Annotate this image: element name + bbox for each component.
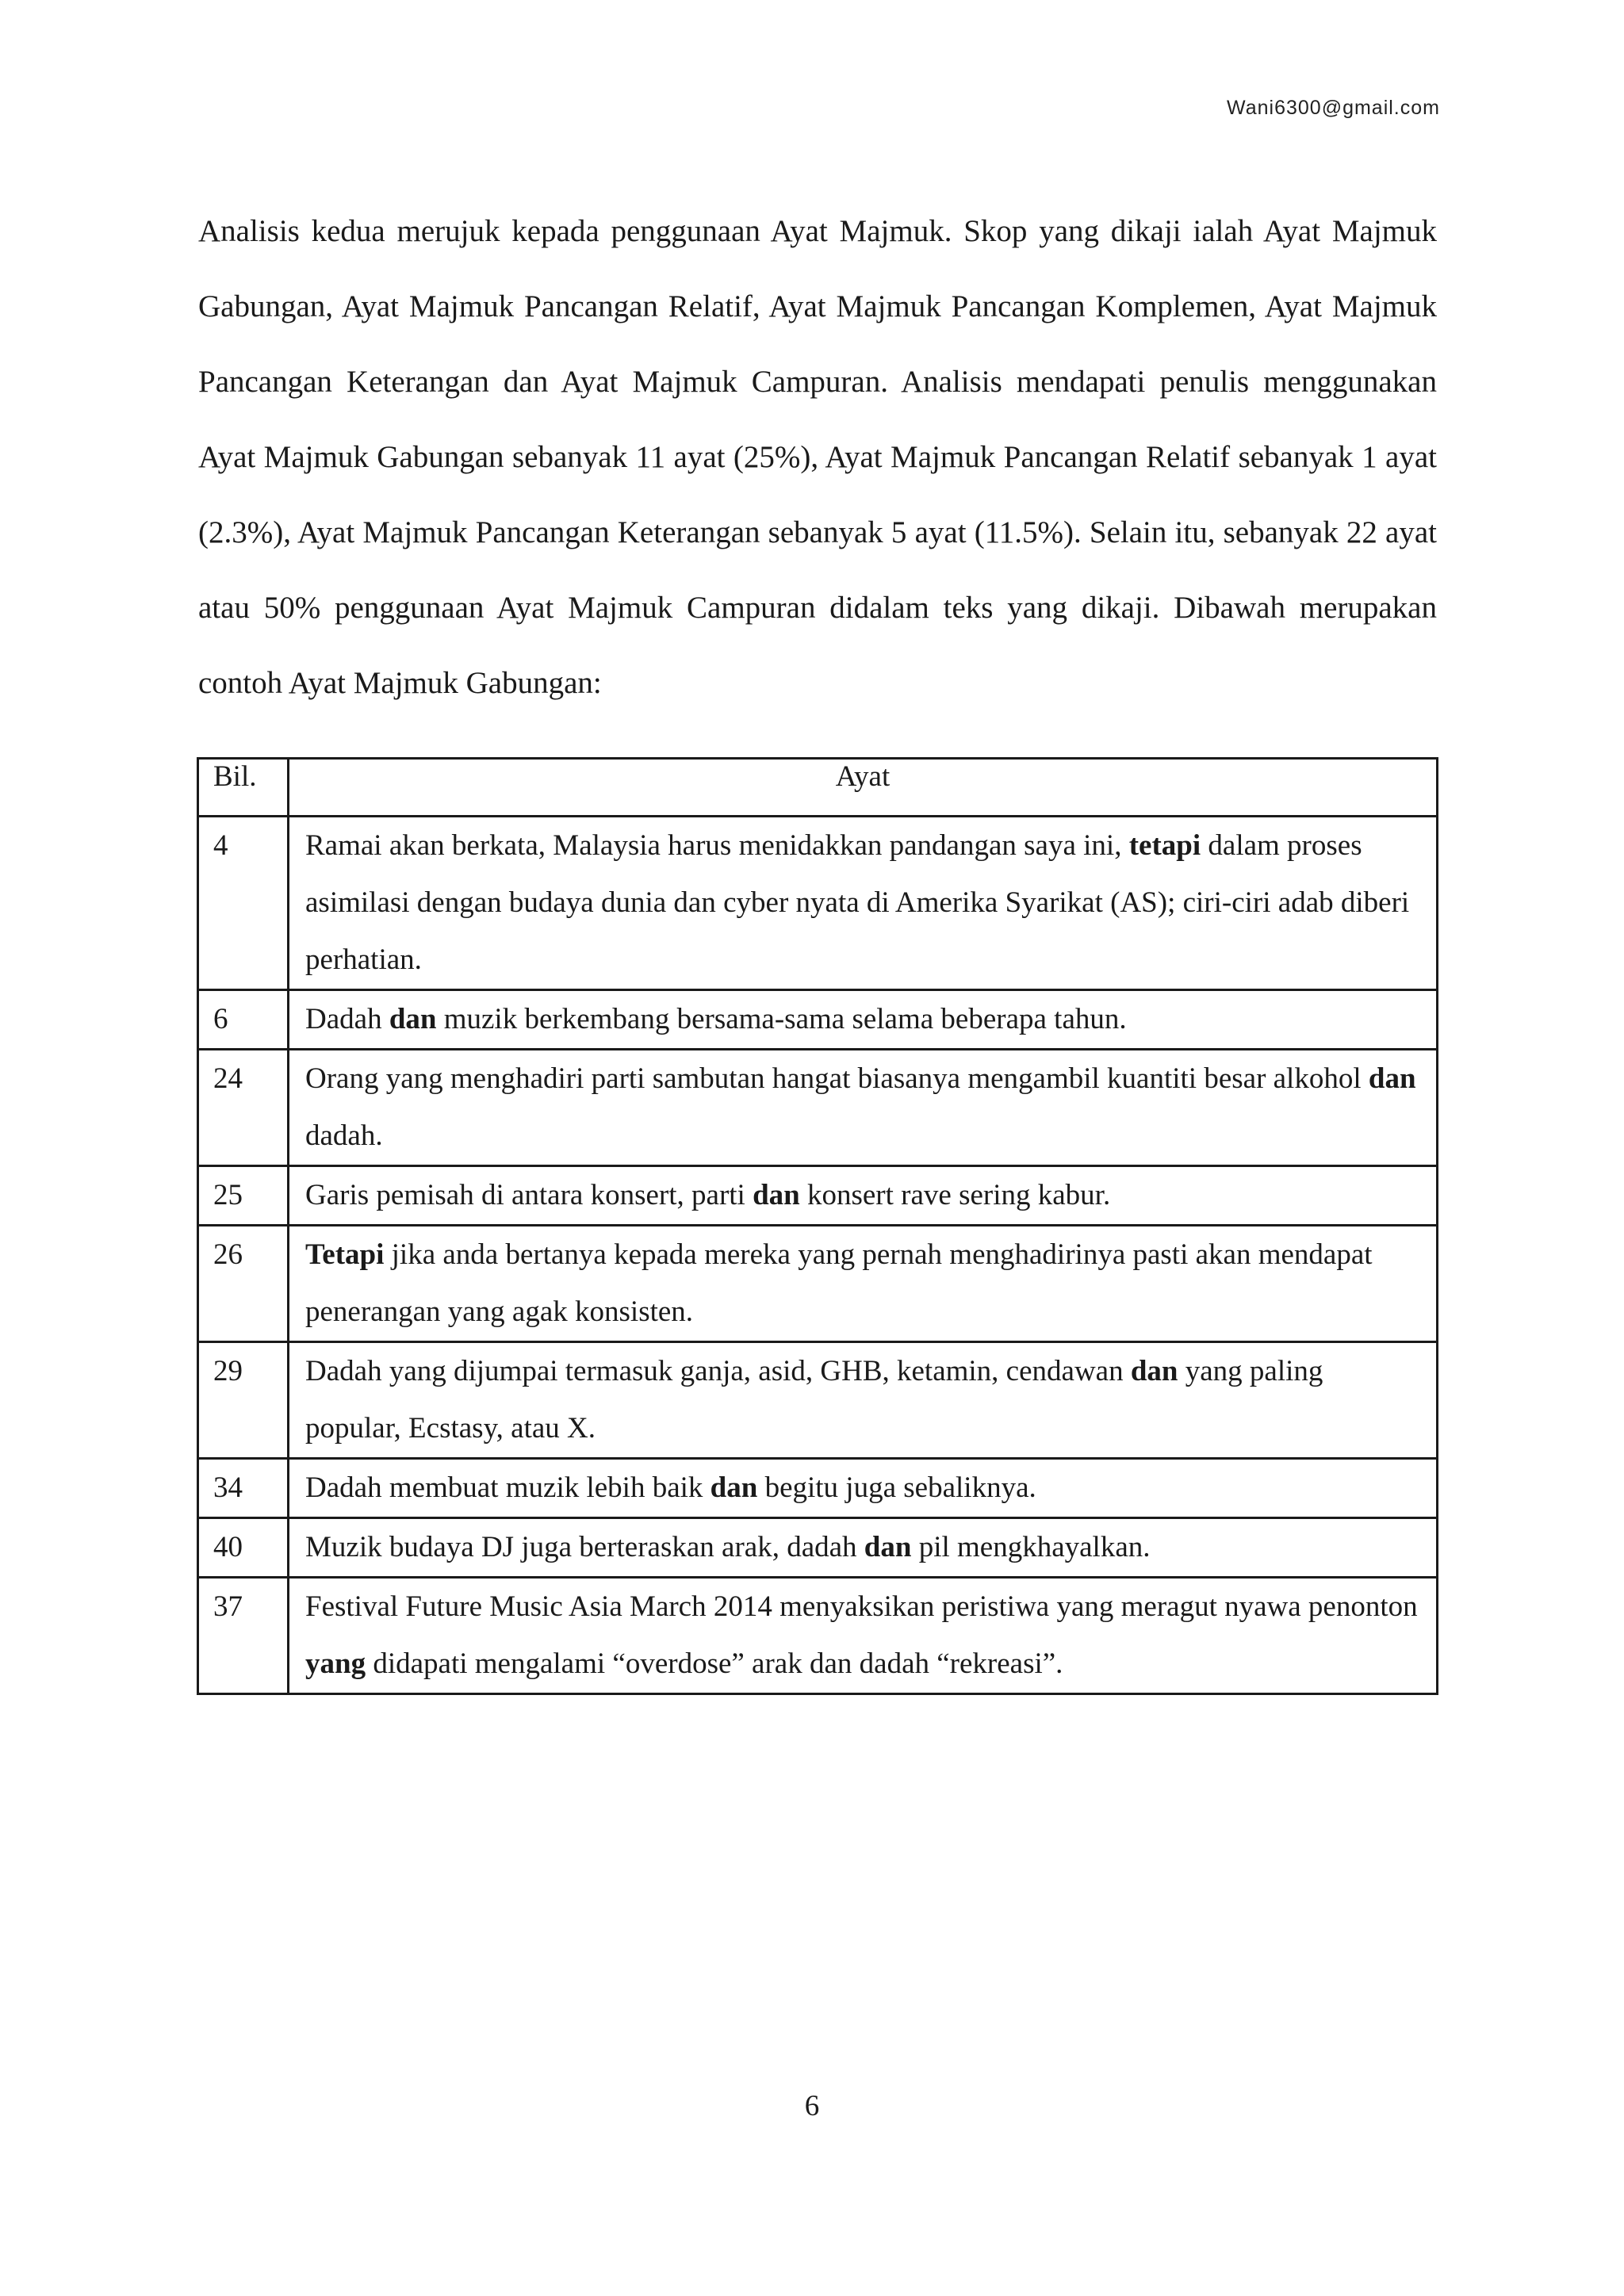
page-number: 6 xyxy=(804,2090,820,2122)
conjunction-bold: dan xyxy=(1368,1062,1416,1095)
sentence-text: Muzik budaya DJ juga berteraskan arak, dadah xyxy=(305,1531,864,1563)
sentence-text: yang paling popular, Ecstasy, atau X. xyxy=(305,1355,1323,1445)
conjunction-bold: tetapi xyxy=(1128,829,1201,862)
table-row xyxy=(198,1578,1438,1694)
table-row xyxy=(198,1459,1438,1518)
sentence-text: muzik berkembang bersama-sama selama beberapa tahun. xyxy=(436,1003,1127,1035)
row-number: 34 xyxy=(198,1459,289,1518)
sentence-text: Garis pemisah di antara konsert, parti xyxy=(305,1179,753,1211)
table-row xyxy=(198,1166,1438,1226)
table-row xyxy=(198,1518,1438,1578)
sentence-text: begitu juga sebaliknya. xyxy=(757,1471,1036,1504)
sentence-text: Dadah yang dijumpai termasuk ganja, asid, GHB, ketamin, cendawan xyxy=(305,1355,1131,1387)
conjunction-bold: yang xyxy=(305,1647,366,1680)
table-row xyxy=(198,1226,1438,1342)
row-number: 4 xyxy=(198,817,289,990)
header-email: Wani6300@gmail.com xyxy=(1227,97,1440,119)
row-sentence xyxy=(289,1459,1438,1518)
row-sentence xyxy=(289,1518,1438,1578)
row-number: 26 xyxy=(198,1226,289,1342)
conjunction-bold: dan xyxy=(1130,1355,1178,1387)
row-sentence xyxy=(289,1578,1438,1694)
table-row xyxy=(198,817,1438,990)
sentence-text: pil mengkhayalkan. xyxy=(911,1531,1151,1563)
row-sentence xyxy=(289,1166,1438,1226)
sentence-text: Dadah membuat muzik lebih baik xyxy=(305,1471,710,1504)
sentence-text: didapati mengalami “overdose” arak dan dadah “rekreasi”. xyxy=(366,1647,1063,1680)
sentence-text: Orang yang menghadiri parti sambutan hangat biasanya mengambil kuantiti besar alkohol xyxy=(305,1062,1369,1095)
table-body xyxy=(198,817,1438,1694)
table-row xyxy=(198,990,1438,1050)
conjunction-bold: dan xyxy=(753,1179,800,1211)
conjunction-bold: dan xyxy=(389,1003,437,1035)
body-paragraph: Analisis kedua merujuk kepada penggunaan Ayat Majmuk. Skop yang dikaji ialah Ayat Majmuk Gabungan, Ayat Majmuk Pancangan Relatif, Ayat Majmuk Pancangan Komplemen, Ayat Majmuk Pancangan Keterangan dan Ayat Majmuk Campuran. Analisis mendapati penulis menggunakan Ayat Majmuk Gabungan sebanyak 11 ayat (25%), Ayat Majmuk Pancangan Relatif sebanyak 1 ayat (2.3%), Ayat Majmuk Pancangan Keterangan sebanyak 5 ayat (11.5%). Selain itu, sebanyak 22 ayat atau 50% penggunaan Ayat Majmuk Campuran didalam teks yang dikaji. Dibawah merupakan contoh Ayat Majmuk Gabungan: xyxy=(198,214,1437,700)
row-number: 25 xyxy=(198,1166,289,1226)
row-number: 6 xyxy=(198,990,289,1050)
row-sentence xyxy=(289,990,1438,1050)
row-sentence xyxy=(289,1226,1438,1342)
table-row xyxy=(198,1050,1438,1166)
conjunction-bold: dan xyxy=(864,1531,912,1563)
row-number: 40 xyxy=(198,1518,289,1578)
table-row xyxy=(198,1342,1438,1459)
header-bil: Bil. xyxy=(198,759,289,817)
conjunction-bold: Tetapi xyxy=(305,1238,385,1271)
sentence-text: Festival Future Music Asia March 2014 menyaksikan peristiwa yang meragut nyawa penonton xyxy=(305,1590,1418,1623)
sentence-text: dadah. xyxy=(305,1119,383,1152)
sentence-text: jika anda bertanya kepada mereka yang pernah menghadirinya pasti akan mendapat penerangan yang agak konsisten. xyxy=(305,1238,1373,1328)
sentence-text: Ramai akan berkata, Malaysia harus menidakkan pandangan saya ini, xyxy=(305,829,1129,862)
row-number: 37 xyxy=(198,1578,289,1694)
row-sentence xyxy=(289,1342,1438,1459)
row-sentence xyxy=(289,817,1438,990)
header-ayat: Ayat xyxy=(289,759,1438,817)
conjunction-bold: dan xyxy=(710,1471,758,1504)
table-header-row xyxy=(198,759,1438,817)
row-sentence xyxy=(289,1050,1438,1166)
examples-table xyxy=(197,757,1438,1695)
row-number: 29 xyxy=(198,1342,289,1459)
row-number: 24 xyxy=(198,1050,289,1166)
sentence-text: Dadah xyxy=(305,1003,389,1035)
sentence-text: dalam proses asimilasi dengan budaya dunia dan cyber nyata di Amerika Syarikat (AS); ciri-ciri adab diberi perhatian. xyxy=(305,829,1410,976)
sentence-text: konsert rave sering kabur. xyxy=(799,1179,1111,1211)
